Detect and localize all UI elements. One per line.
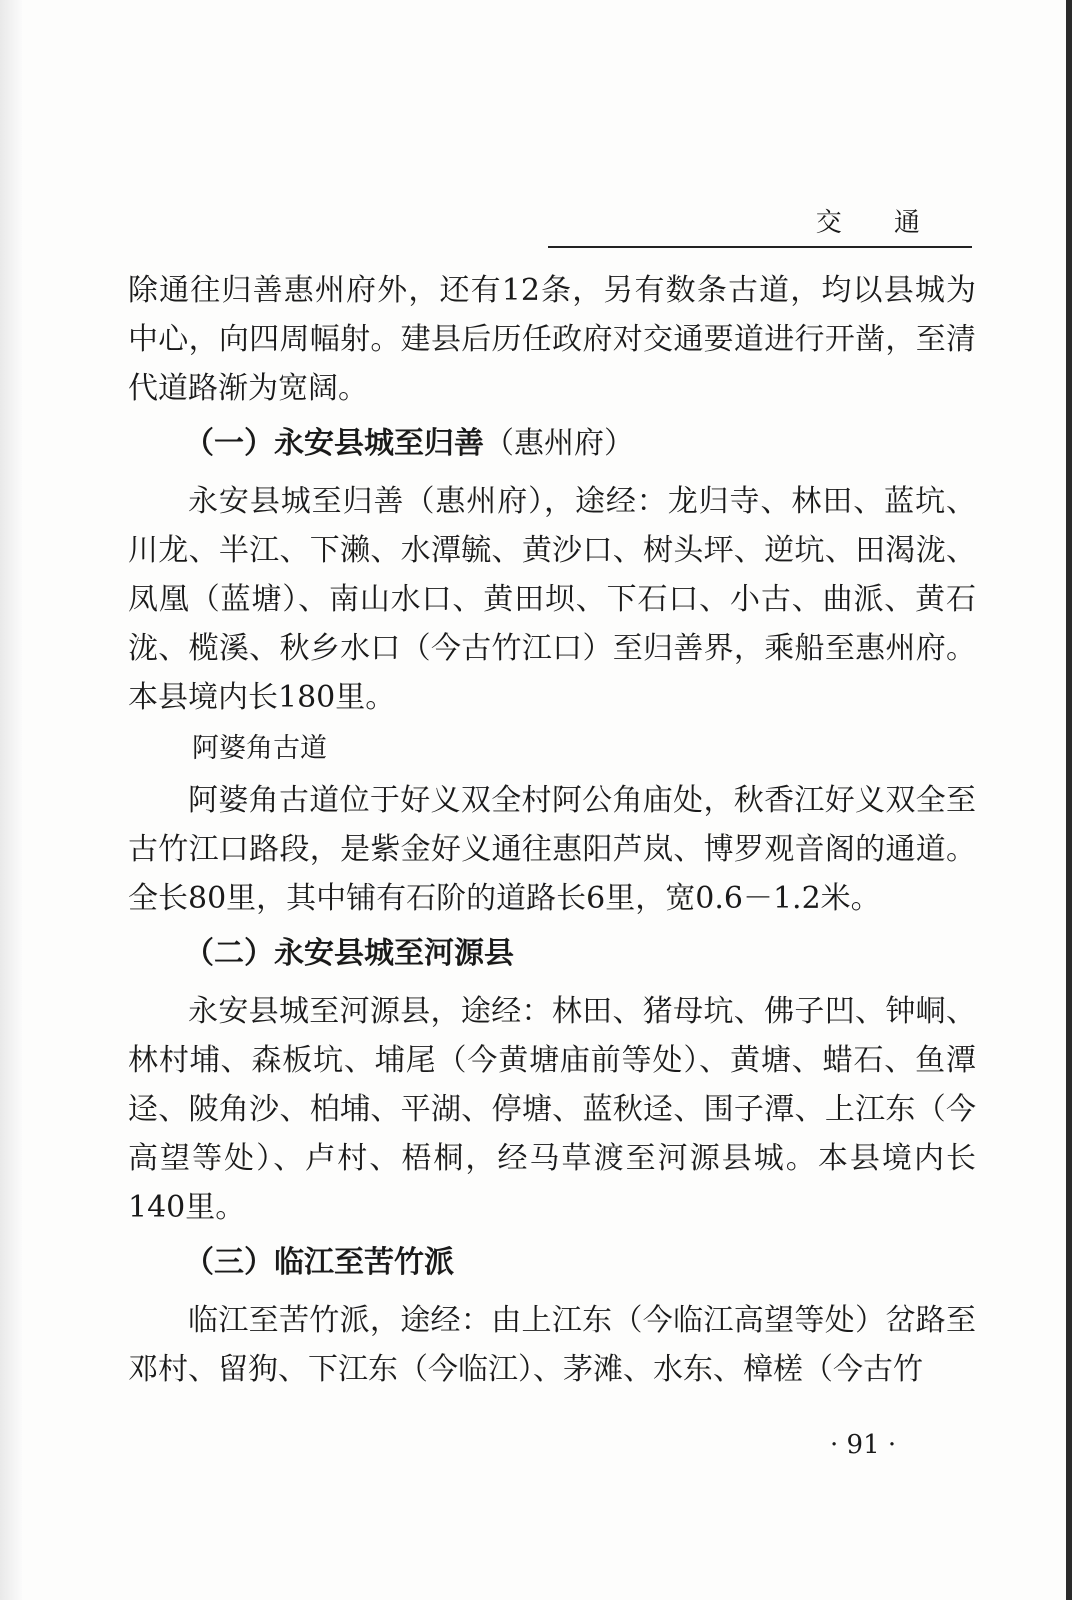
section-1-paragraph: 永安县城至归善（惠州府），途经：龙归寺、林田、蓝坑、川龙、半江、下濑、水潭毓、黄沙口、树头坪、逆坑、田渴泷、凤凰（蓝塘）、南山水口、黄田坝、下石口、小古、曲派、黄石泷、榄溪、秋乡水口（今古竹江口）至归善界，乘船至惠州府。本县境内长180里。	[128, 484, 976, 715]
header-title: 交 通	[815, 208, 942, 238]
section-heading-2: （二）永安县城至河源县	[184, 936, 514, 971]
running-header	[548, 196, 972, 248]
subsection-heading: 阿婆角古道	[192, 733, 327, 764]
page-edge-shadow	[0, 0, 22, 1600]
page-number: · 91 ·	[830, 1430, 897, 1460]
subsection-paragraph: 阿婆角古道位于好义双全村阿公角庙处，秋香江好义双全至古竹江口路段，是紫金好义通往惠阳芦岚、博罗观音阁的通道。全长80里，其中铺有石阶的道路长6里，宽0.6－1.2米。	[128, 783, 976, 916]
scan-edge	[1066, 0, 1072, 1600]
section-2-paragraph: 永安县城至河源县，途经：林田、猪母坑、佛子凹、钟峒、林村埔、森板坑、埔尾（今黄塘庙前等处）、黄塘、蜡石、鱼潭迳、陂角沙、柏埔、平湖、停塘、蓝秋迳、围子潭、上江东（今高望等处）、卢村、梧桐，经马草渡至河源县城。本县境内长140里。	[128, 994, 976, 1225]
section-heading-3: （三）临江至苦竹派	[184, 1245, 454, 1280]
section-heading-1-suffix: （惠州府）	[484, 426, 634, 461]
page-body	[128, 266, 976, 1394]
section-heading-1	[128, 417, 976, 471]
section-3-paragraph: 临江至苦竹派，途经：由上江东（今临江高望等处）岔路至邓村、留狗、下江东（今临江）、茅滩、水东、樟槎（今古竹	[128, 1303, 976, 1387]
section-heading-1-text: （一）永安县城至归善	[184, 426, 484, 461]
intro-paragraph: 除通往归善惠州府外，还有12条，另有数条古道，均以县城为中心，向四周幅射。建县后历任政府对交通要道进行开凿，至清代道路渐为宽阔。	[128, 273, 976, 406]
